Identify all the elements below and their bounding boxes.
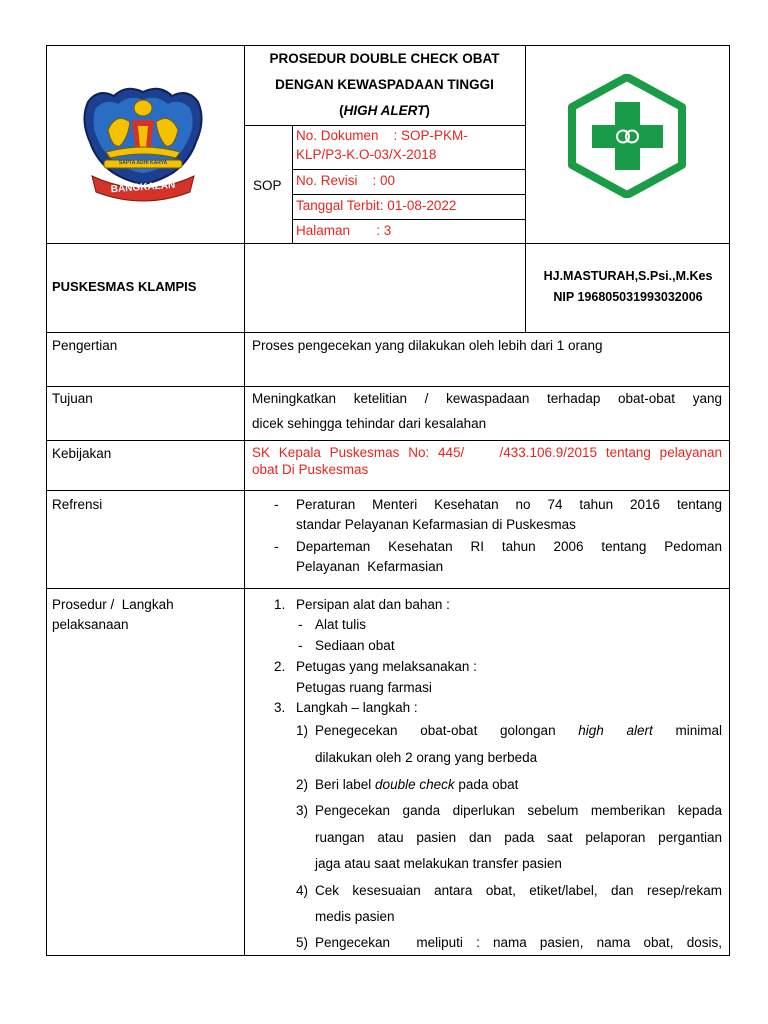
ref-1-line-2: standar Pelayanan Kefarmasian di Puskesmas [296,517,576,532]
sub-3-number: 3) [296,803,309,818]
title-line-2: DENGAN KEWASPADAAN TINGGI [275,77,494,92]
title-paren-close: ) [425,103,430,118]
row-line-4 [46,490,730,491]
step-1-item-2: Sediaan obat [315,638,395,653]
puskesmas-logo [565,74,689,198]
sub-1-number: 1) [296,723,309,738]
ref-bullet-1: - [274,497,279,512]
title-line-1: PROSEDUR DOUBLE CHECK OBAT [269,51,500,66]
label-pengertian: Pengertian [52,338,118,353]
sub-5-line-1: Pengecekan meliputi : nama pasien, nama obat, dosis, [315,935,722,950]
sub-1-post: minimal [652,723,722,738]
table-border-right [729,45,730,956]
kebijakan-line-2: obat Di Puskesmas [252,462,369,477]
row-line-2 [46,386,730,387]
sub-3-line-3: jaga atau saat melakukan transfer pasien [315,856,562,871]
label-kebijakan: Kebijakan [52,446,112,461]
ref-bullet-2: - [274,539,279,554]
halaman: Halaman : 3 [296,223,392,238]
no-dokumen-line-1: No. Dokumen : SOP-PKM- [296,128,468,143]
sub-3-line-2: ruangan atau pasien dan pada saat pelaporan pergantian [315,830,722,845]
sub-4-line-1: Cek kesesuaian antara obat, etiket/label, dan resep/rekam [315,883,722,898]
table-border-bottom [46,955,730,956]
step-3-number: 3. [274,700,286,715]
kebijakan-line-1: SK Kepala Puskesmas No: 445/ /433.106.9/2015 tentang pelayanan [252,445,722,460]
header-row-line [46,243,730,244]
row-line-3 [46,440,730,441]
sub-1-high-alert: high alert [578,723,653,738]
label-refrensi: Refrensi [52,497,103,512]
bangkalan-logo [78,82,208,207]
step-1-item-1-dash: - [298,617,303,632]
doc-row-line-1 [292,169,525,170]
title-high-alert: HIGH ALERT [343,103,426,118]
sub-1-line-2: dilakukan oleh 2 orang yang berbeda [315,750,538,765]
tujuan-line-2: dicek sehingga tehindar dari kesalahan [252,416,487,431]
step-1-item-2-dash: - [298,638,303,653]
no-revisi: No. Revisi : 00 [296,173,396,188]
body-divider [244,332,245,956]
sub-2-pre: Beri label [315,777,376,792]
tujuan-line-1: Meningkatkan ketelitian / kewaspadaan terhadap obat-obat yang [252,391,722,406]
step-2-text: Petugas yang melaksanakan : [296,659,477,674]
label-tujuan: Tujuan [52,391,93,406]
step-2-number: 2. [274,659,286,674]
tanggal-terbit: Tanggal Terbit: 01-08-2022 [296,198,457,213]
no-dokumen-line-2: KLP/P3-K.O-03/X-2018 [296,147,437,162]
label-prosedur-2: pelaksanaan [52,617,129,632]
step-1-number: 1. [274,597,286,612]
sop-divider [292,125,293,243]
row-line-5 [46,588,730,589]
table-border-left [46,45,47,956]
sub-1-pre: Penegecekan obat-obat golongan [315,723,579,738]
sub-5-number: 5) [296,935,309,950]
header-divider-2 [525,45,526,332]
sub-4-line-2: medis pasien [315,909,395,924]
sub-2-number: 2) [296,777,309,792]
puskesmas-name: PUSKESMAS KLAMPIS [52,279,197,294]
title-bottom-line [244,125,525,126]
document-title [244,46,525,124]
doc-row-line-2 [292,194,525,195]
step-1-item-1: Alat tulis [315,617,367,632]
logo-name-text: BANGKALAN [110,179,176,196]
ref-1-line-1: Peraturan Menteri Kesehatan no 74 tahun 2016 tentang [296,497,722,512]
sub-3-line-1: Pengecekan ganda diperlukan sebelum memberikan kepada [315,803,722,818]
label-prosedur-1: Prosedur / Langkah [52,597,174,612]
sop-label: SOP [253,178,282,193]
ref-2-line-1: Departeman Kesehatan RI tahun 2006 tentang Pedoman [296,539,722,554]
signatory-nip: NIP 196805031993032006 [553,290,703,304]
step-2-detail: Petugas ruang farmasi [296,680,432,695]
logo-ribbon-text: SAPTA ADHI KARYA [118,160,168,166]
doc-row-line-3 [292,219,525,220]
step-3-text: Langkah – langkah : [296,700,418,715]
sub-2-line [315,776,518,794]
sub-1-line-1 [315,722,722,740]
signatory-name: HJ.MASTURAH,S.Psi.,M.Kes [543,269,713,283]
ref-2-line-2: Pelayanan Kefarmasian [296,559,444,574]
title-paren-open: ( [339,103,344,118]
sub-2-double-check: double check [375,777,455,792]
sub-4-number: 4) [296,883,309,898]
pengertian-text: Proses pengecekan yang dilakukan oleh lebih dari 1 orang [252,338,603,353]
sub-2-post: pada obat [454,777,519,792]
title-line-3 [244,98,525,124]
step-1-text: Persipan alat dan bahan : [296,597,450,612]
row-line-1 [46,332,730,333]
